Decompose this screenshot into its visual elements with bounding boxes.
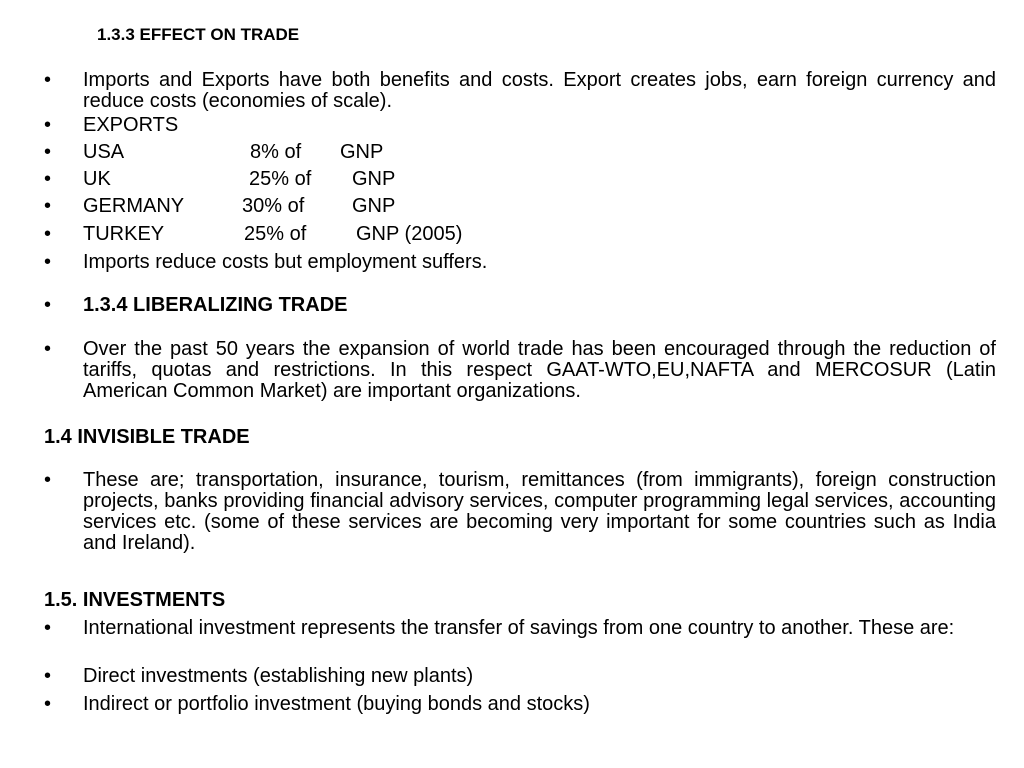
- bullet-item-invisible-text: [44, 470, 996, 554]
- liberalizing-text: Over the past 50 years the expansion of world trade has been encouraged through the reduction of tariffs, quotas and restrictions. In this respect GAAT-WTO,EU,NAFTA and MERCOSUR (Latin American Common Market) are important organizations.: [83, 338, 996, 402]
- investment-text: Indirect or portfolio investment (buying bonds and stocks): [83, 693, 590, 715]
- exports-label: EXPORTS: [83, 114, 179, 136]
- bullet-marker: •: [44, 223, 52, 245]
- investment-text: Direct investments (establishing new plants): [83, 665, 474, 687]
- bullet-item-liberalizing-text: [44, 339, 996, 402]
- bullet-marker: •: [44, 617, 52, 639]
- bullet-item-exports: [44, 115, 996, 136]
- bullet-item-indirect-investment: [44, 694, 996, 715]
- slide-title: 1.3.3 EFFECT ON TRADE: [97, 25, 300, 44]
- bullet-item-direct-investment: [44, 666, 996, 687]
- country-unit: GNP (2005): [356, 223, 463, 245]
- country-percent: 25% of: [249, 168, 312, 190]
- invisible-trade-heading: 1.4 INVISIBLE TRADE: [44, 426, 250, 448]
- country-name: GERMANY: [83, 195, 185, 217]
- country-percent: 30% of: [242, 195, 305, 217]
- bullet-item-liberalizing-heading: [44, 295, 996, 316]
- bullet-marker: •: [44, 114, 52, 136]
- intro-text: Imports and Exports have both benefits and costs. Export creates jobs, earn foreign currency and reduce costs (economies of scale).: [83, 69, 996, 112]
- investments-heading: 1.5. INVESTMENTS: [44, 589, 226, 611]
- investment-text: International investment represents the transfer of savings from one country to another. These are:: [83, 617, 955, 639]
- bullet-marker: •: [44, 195, 52, 217]
- country-percent: 25% of: [244, 223, 307, 245]
- bullet-marker: •: [44, 469, 52, 491]
- bullet-item-investment-intro: [44, 618, 996, 639]
- country-name: TURKEY: [83, 223, 165, 245]
- bullet-item-imports: [44, 252, 996, 273]
- bullet-marker: •: [44, 168, 52, 190]
- bullet-marker: •: [44, 338, 52, 360]
- bullet-marker: •: [44, 69, 52, 91]
- bullet-marker: •: [44, 294, 52, 316]
- country-name: USA: [83, 141, 125, 163]
- country-unit: GNP: [352, 168, 396, 190]
- bullet-marker: •: [44, 141, 52, 163]
- bullet-item-intro: [44, 70, 996, 112]
- bullet-marker: •: [44, 693, 52, 715]
- country-unit: GNP: [340, 141, 384, 163]
- bullet-marker: •: [44, 251, 52, 273]
- imports-note: Imports reduce costs but employment suffers.: [83, 251, 488, 273]
- bullet-marker: •: [44, 665, 52, 687]
- invisible-trade-text: These are; transportation, insurance, tourism, remittances (from immigrants), foreign construction projects, banks providing financial advisory services, computer programming legal services, accounting services etc. (some of these services are becoming very important for some countries such as India and Ireland).: [83, 469, 996, 554]
- liberalizing-heading: 1.3.4 LIBERALIZING TRADE: [83, 294, 348, 316]
- country-percent: 8% of: [250, 141, 302, 163]
- country-name: UK: [83, 168, 111, 190]
- country-unit: GNP: [352, 195, 396, 217]
